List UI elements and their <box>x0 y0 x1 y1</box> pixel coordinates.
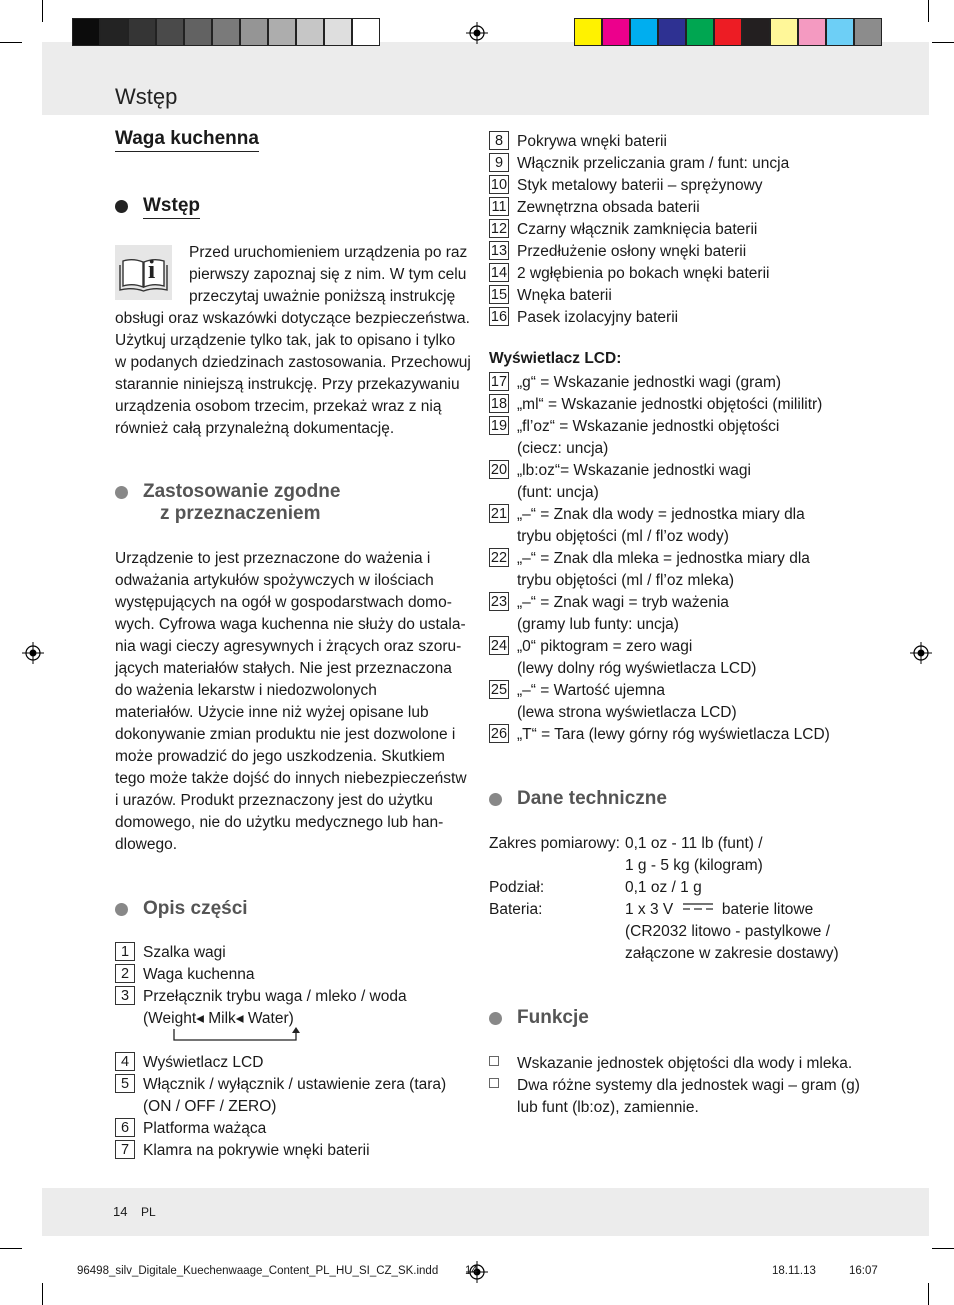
crop-mark <box>932 1248 954 1249</box>
item-number-box: 6 <box>115 1118 135 1137</box>
item-number-box: 9 <box>489 153 509 172</box>
item-text: Styk metalowy baterii – sprężynowy <box>517 177 763 194</box>
tech-battery-value-line3: załączone w zakresie dostawy) <box>625 945 839 962</box>
usage-text-line: Urządzenie to jest przeznaczone do ważenia i <box>115 550 431 567</box>
color-swatch <box>574 18 602 46</box>
item-text: Zewnętrzna obsada baterii <box>517 199 700 216</box>
usage-text-line: dokonywanie zmian produktu nie jest dozwolone i <box>115 726 456 743</box>
list-item <box>489 416 779 438</box>
list-item <box>115 942 226 964</box>
section-bullet-icon <box>489 1012 502 1025</box>
parts-heading: Opis części <box>143 898 248 919</box>
function-item-text: Dwa różne systemy dla jednostek wagi – gram (g) <box>517 1077 860 1094</box>
color-swatch <box>686 18 714 46</box>
list-item <box>489 548 810 570</box>
tech-heading: Dane techniczne <box>517 788 667 809</box>
grayscale-swatch <box>72 18 100 46</box>
item-text: Pasek izolacyjny baterii <box>517 309 679 326</box>
registration-mark-icon <box>910 642 932 664</box>
list-item <box>489 263 769 285</box>
color-swatch <box>854 18 882 46</box>
usage-text-line: dlowego. <box>115 836 178 853</box>
crop-mark <box>932 42 954 43</box>
grayscale-swatch <box>156 18 184 46</box>
item-text: Włącznik / wyłącznik / ustawienie zera (tara) <box>143 1076 447 1093</box>
list-item <box>489 307 678 329</box>
list-item <box>489 153 789 175</box>
item-number-box: 2 <box>115 964 135 983</box>
intro-text-line: urządzenia osobom trzecim, przekaż wraz z nią <box>115 398 442 415</box>
footer-band <box>42 1188 929 1236</box>
intro-text-line: starannie niniejszą instrukcję. Przy przekazywaniu <box>115 376 460 393</box>
intro-text-line: pierwszy zapoznaj się z nim. W tym celu <box>189 266 467 283</box>
item-number-box: 8 <box>489 131 509 150</box>
usage-text-line: domowego, nie do użytku medycznego lub han- <box>115 814 444 831</box>
item-number-box: 13 <box>490 243 508 259</box>
list-item <box>489 372 781 394</box>
main-title <box>115 128 259 152</box>
item-number-box: 22 <box>490 550 508 566</box>
usage-text-line: może prowadzić do jego uszkodzenia. Skutkiem <box>115 748 445 765</box>
usage-heading-line2: z przeznaczeniem <box>160 503 321 524</box>
registration-mark-icon <box>466 22 488 44</box>
item-number-box: 14 <box>490 265 508 281</box>
usage-text-line: występujących na ogół w gospodarstwach domo- <box>115 594 452 611</box>
functions-heading: Funkcje <box>517 1007 589 1028</box>
list-item <box>115 964 254 986</box>
grayscale-swatch <box>268 18 296 46</box>
function-item-continuation: lub funt (lb:oz), zamiennie. <box>517 1099 699 1116</box>
item-number-box: 1 <box>115 942 135 961</box>
usage-text-line: do ważenia lekarstw i niedozwolonych <box>115 682 377 699</box>
list-item <box>489 724 830 746</box>
checkbox-icon <box>489 1056 499 1066</box>
crop-mark <box>928 0 929 22</box>
tech-battery-value-line2: (CR2032 litowo - pastylkowe / <box>625 923 831 940</box>
usage-text-line: i urazów. Produkt przeznaczony jest do użytku <box>115 792 433 809</box>
item-text: Klamra na pokrywie wnęki baterii <box>143 1142 370 1159</box>
item-text: „–“ = Znak dla mleka = jednostka miary dla <box>517 550 810 567</box>
item-number-box: 4 <box>115 1052 135 1071</box>
grayscale-swatch <box>128 18 156 46</box>
tech-division-value: 0,1 oz / 1 g <box>625 879 702 896</box>
item-number-box: 15 <box>490 287 508 303</box>
item-text-continuation: (funt: uncja) <box>517 484 599 501</box>
usage-text-line: jących materiałów stałych. Nie jest przeznaczona <box>115 660 452 677</box>
list-item <box>115 1118 266 1140</box>
list-item <box>489 460 751 482</box>
grayscale-swatch <box>240 18 268 46</box>
tech-division-label: Podział: <box>489 879 545 896</box>
color-swatch <box>630 18 658 46</box>
item-text: „ml“ = Wskazanie jednostki objętości (mililitr) <box>517 396 823 413</box>
crop-mark <box>0 42 22 43</box>
dc-current-icon <box>682 902 714 912</box>
usage-text-line: wych. Cyfrowa waga kuchenna nie służy do ustala- <box>115 616 466 633</box>
item-text: Wyświetlacz LCD <box>143 1054 264 1071</box>
list-item <box>489 504 805 526</box>
item-number-box: 7 <box>115 1140 135 1159</box>
crop-mark <box>928 1283 929 1305</box>
tech-battery-type: baterie litowe <box>721 901 814 918</box>
intro-text-line: przeczytaj uważnie poniższą instrukcję <box>189 288 456 305</box>
item-text: „–“ = Znak dla wody = jednostka miary dla <box>517 506 805 523</box>
section-bullet-icon <box>115 486 128 499</box>
color-swatch <box>798 18 826 46</box>
crop-mark <box>42 1283 43 1305</box>
item-text-continuation: (gramy lub funty: uncja) <box>517 616 679 633</box>
tech-battery-voltage: 1 x 3 V <box>625 901 674 918</box>
list-item <box>489 394 822 416</box>
grayscale-swatch <box>324 18 352 46</box>
list-item <box>489 592 729 614</box>
section-bullet-icon <box>115 903 128 916</box>
list-item <box>489 241 746 263</box>
tech-range-value2: 1 g - 5 kg (kilogram) <box>625 857 763 874</box>
list-item <box>115 1140 370 1162</box>
page-header-title: Wstęp <box>115 84 178 109</box>
intro-text-line: obsługi oraz wskazówki dotyczące bezpieczeństwa. <box>115 310 470 327</box>
item-number-box: 26 <box>490 726 508 742</box>
list-item <box>489 219 757 241</box>
item-text-continuation: (Weight◂ Milk◂ Water) <box>143 1010 294 1027</box>
tech-battery-label: Bateria: <box>489 901 543 918</box>
color-swatch <box>602 18 630 46</box>
item-text: „–“ = Wartość ujemna <box>517 682 666 699</box>
list-item <box>489 680 665 702</box>
usage-text-line: materiałów. Użycie inne niż wyżej opisane lub <box>115 704 429 721</box>
item-text: Przełącznik trybu waga / mleko / woda <box>143 988 407 1005</box>
intro-text-line: w podanych dziedzinach zastosowania. Przechowuj <box>115 354 471 371</box>
item-text: „0“ piktogram = zero wagi <box>517 638 693 655</box>
grayscale-swatch <box>184 18 212 46</box>
item-number-box: 18 <box>490 396 508 412</box>
item-text: Szalka wagi <box>143 944 226 961</box>
section-bullet-icon <box>115 200 128 213</box>
item-text: „–“ = Znak wagi = tryb ważenia <box>517 594 729 611</box>
lcd-heading: Wyświetlacz LCD: <box>489 350 622 367</box>
item-text: „T“ = Tara (lewy górny róg wyświetlacza LCD) <box>517 726 830 743</box>
main-title-text: Waga kuchenna <box>115 128 259 152</box>
list-item <box>489 636 692 658</box>
registration-mark-icon <box>22 642 44 664</box>
item-number-box: 5 <box>115 1074 135 1093</box>
item-number-box: 16 <box>490 309 508 325</box>
item-number-box: 17 <box>490 374 508 390</box>
grayscale-swatch <box>212 18 240 46</box>
item-text: 2 wgłębienia po bokach wnęki baterii <box>517 265 770 282</box>
usage-heading-line1: Zastosowanie zgodne <box>143 481 341 502</box>
page-number: 14 <box>113 1204 128 1219</box>
function-item <box>489 1053 852 1075</box>
item-text: Pokrywa wnęki baterii <box>517 133 667 150</box>
function-item <box>489 1075 860 1097</box>
file-name: 96498_silv_Digitale_Kuechenwaage_Content_PL_HU_SI_CZ_SK.indd <box>77 1265 439 1277</box>
color-swatch <box>742 18 770 46</box>
list-item <box>115 1074 446 1096</box>
file-page-number: 14 <box>465 1265 478 1277</box>
item-text: Czarny włącznik zamknięcia baterii <box>517 221 758 238</box>
color-swatch <box>770 18 798 46</box>
item-number-box: 21 <box>490 506 508 522</box>
item-number-box: 24 <box>490 638 508 654</box>
file-time: 16:07 <box>849 1265 878 1277</box>
usage-text-line: tego może także dojść do innych niebezpieczeństw <box>115 770 467 787</box>
item-text: Przedłużenie osłony wnęki baterii <box>517 243 747 260</box>
crop-mark <box>42 0 43 22</box>
list-item <box>489 175 763 197</box>
intro-text-line: Przed uruchomieniem urządzenia po raz <box>189 244 468 261</box>
file-date: 18.11.13 <box>772 1265 816 1277</box>
item-text-continuation: (lewy dolny róg wyświetlacza LCD) <box>517 660 757 677</box>
grayscale-swatch <box>296 18 324 46</box>
info-letter: i <box>148 255 156 284</box>
item-text: Wnęka baterii <box>517 287 612 304</box>
item-number-box: 3 <box>115 986 135 1005</box>
list-item <box>115 1052 263 1074</box>
color-swatch <box>826 18 854 46</box>
item-number-box: 23 <box>490 594 508 610</box>
item-number-box: 25 <box>490 682 508 698</box>
item-text: „fl’oz“ = Wskazanie jednostki objętości <box>517 418 780 435</box>
usage-text-line: odważania artykułów spożywczych w ilościach <box>115 572 434 589</box>
info-book-icon <box>115 245 172 300</box>
item-text-continuation: trybu objętości (ml / fl’oz wody) <box>517 528 729 545</box>
item-number-box: 11 <box>489 197 509 216</box>
item-number-box: 20 <box>490 462 508 478</box>
mode-switch-arrow-icon <box>170 1027 305 1047</box>
item-text-continuation: (ON / OFF / ZERO) <box>143 1098 277 1115</box>
language-code: PL <box>141 1205 156 1219</box>
crop-mark <box>0 1248 22 1249</box>
color-swatch <box>714 18 742 46</box>
section-bullet-icon <box>489 793 502 806</box>
color-swatch <box>658 18 686 46</box>
item-text-continuation: trybu objętości (ml / fl’oz mleka) <box>517 572 735 589</box>
item-text: Waga kuchenna <box>143 966 255 983</box>
tech-range-label: Zakres pomiarowy: <box>489 835 620 852</box>
item-text-continuation: (lewa strona wyświetlacza LCD) <box>517 704 737 721</box>
list-item <box>115 986 407 1008</box>
intro-heading-text: Wstęp <box>143 195 200 219</box>
item-number-box: 10 <box>490 177 508 193</box>
tech-range-value1: 0,1 oz - 11 lb (funt) / <box>625 835 763 852</box>
grayscale-swatch <box>100 18 128 46</box>
item-text: „lb:oz“= Wskazanie jednostki wagi <box>517 462 751 479</box>
list-item <box>489 131 667 153</box>
intro-text-line: Użytkuj urządzenie tylko tak, jak to opisano i tylko <box>115 332 456 349</box>
item-text: „g“ = Wskazanie jednostki wagi (gram) <box>517 374 782 391</box>
tech-battery-value-line1 <box>625 899 813 921</box>
list-item <box>489 285 612 307</box>
item-text: Włącznik przeliczania gram / funt: uncja <box>517 155 790 172</box>
function-item-text: Wskazanie jednostek objętości dla wody i mleka. <box>517 1055 853 1072</box>
intro-text-line: również całą przynależną dokumentację. <box>115 420 395 437</box>
item-number-box: 19 <box>490 418 508 434</box>
checkbox-icon <box>489 1078 499 1088</box>
list-item <box>489 197 700 219</box>
grayscale-swatch <box>352 18 380 46</box>
item-text-continuation: (ciecz: uncja) <box>517 440 609 457</box>
item-text: Platforma ważąca <box>143 1120 267 1137</box>
item-number-box: 12 <box>490 221 508 237</box>
intro-heading <box>143 195 200 219</box>
usage-text-line: nia wagi cieczy agresywnych i żrących oraz szoru- <box>115 638 462 655</box>
